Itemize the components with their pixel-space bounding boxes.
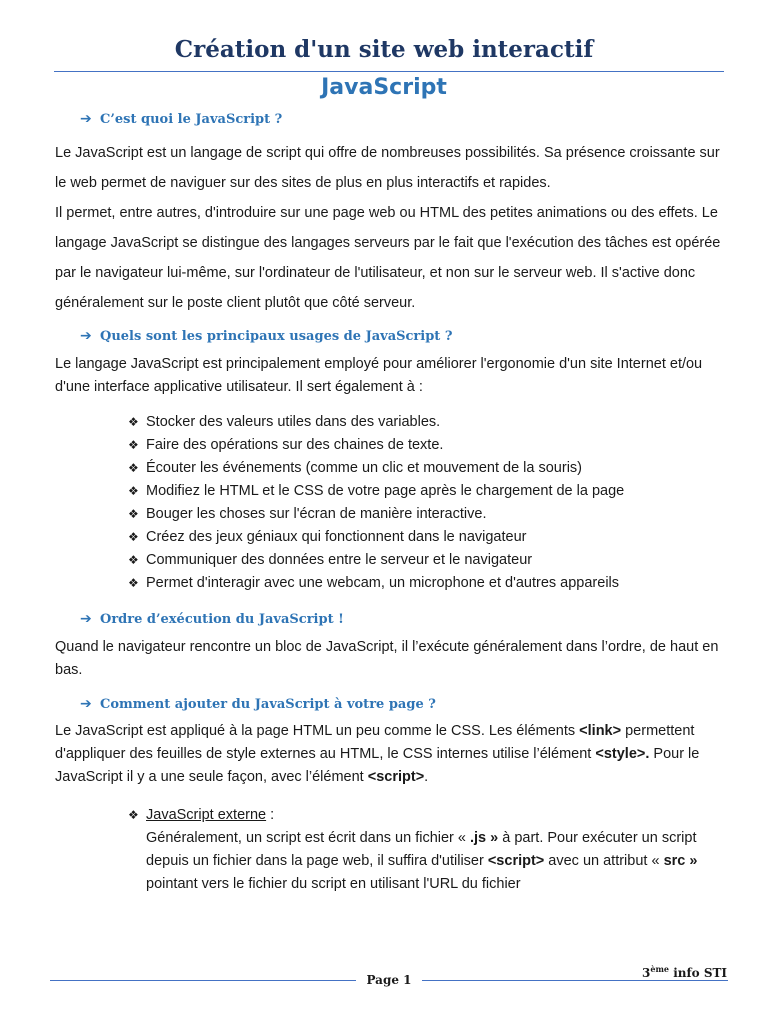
diamond-bullet-icon: ❖ <box>128 553 139 567</box>
diamond-bullet-icon: ❖ <box>128 484 139 498</box>
diamond-bullet-icon: ❖ <box>128 461 139 475</box>
diamond-bullet-icon: ❖ <box>128 415 139 429</box>
paragraph-text: Il permet, entre autres, d'introduire sur une page web ou HTML des petites animations ou des effets. Le langage JavaScript se distingue des langages serveurs par le fait que l'exécution des tâches est opérée par le navigateur lui-même, sur l'ordinateur de l'utilisateur, et non sur le serveur web. Il s'active donc généralement sur le poste client plutôt que côté serveur. <box>55 205 721 311</box>
diamond-bullet-icon: ❖ <box>128 530 139 544</box>
section-heading-usages <box>80 328 452 344</box>
list-item: ❖ Modifiez le HTML et le CSS de votre page après le chargement de la page <box>128 480 624 503</box>
list-item: ❖ Permet d'interagir avec une webcam, un microphone et d'autres appareils <box>128 572 624 595</box>
arrow-icon: ➔ <box>80 328 92 344</box>
list-item: ❖ Écouter les événements (comme un clic et mouvement de la souris) <box>128 457 624 480</box>
code-src-attr: src » <box>663 853 698 869</box>
section-paragraph: Le langage JavaScript est principalement employé pour améliorer l'ergonomie d'un site Internet et/ou d'une interface applicative utilisateur. Il sert également à : <box>55 356 703 395</box>
sub-heading: JavaScript externe <box>146 807 267 823</box>
arrow-icon: ➔ <box>80 696 92 712</box>
arrow-icon: ➔ <box>80 611 92 627</box>
section-paragraph <box>55 138 725 318</box>
section-heading-add-js <box>80 696 436 712</box>
section-paragraph: Quand le navigateur rencontre un bloc de JavaScript, il l’exécute généralement dans l’ordre, de haut en bas. <box>55 639 719 678</box>
section-heading-execution-order <box>80 611 344 627</box>
section-heading-text: C’est quoi le JavaScript ? <box>100 112 283 127</box>
section-heading-text: Comment ajouter du JavaScript à votre page ? <box>100 697 436 712</box>
arrow-icon: ➔ <box>80 111 92 127</box>
diamond-bullet-icon: ❖ <box>128 808 139 822</box>
diamond-bullet-icon: ❖ <box>128 576 139 590</box>
code-script-tag: <script> <box>367 769 425 785</box>
section-heading-what-is-js <box>80 111 282 127</box>
list-item: ❖ Faire des opérations sur des chaines de texte. <box>128 434 624 457</box>
page-number: Page 1 <box>366 973 412 987</box>
page-subtitle: JavaScript <box>321 75 447 100</box>
section-paragraph: Le JavaScript est appliqué à la page HTML un peu comme le CSS. Les éléments <link> permettent d'appliquer des feuilles de style externes au HTML, le CSS internes utilise l’élément <style>. Pour le JavaScript il y a une seule façon, avec l’élément <script>. <box>55 723 700 785</box>
list-item: ❖ Créez des jeux géniaux qui fonctionnent dans le navigateur <box>128 526 624 549</box>
footer-divider-left <box>50 980 356 981</box>
section-heading-text: Ordre d’exécution du JavaScript ! <box>100 612 344 627</box>
paragraph-text: Le JavaScript est un langage de script qui offre de nombreuses possibilités. Sa présence croissante sur le web permet de naviguer sur des sites de plus en plus interactifs et rapides. <box>55 145 720 191</box>
page-title: Création d'un site web interactif <box>174 36 594 63</box>
external-js-block: ❖ JavaScript externe : Généralement, un script est écrit dans un fichier « .js » à part. Pour exécuter un script depuis un fichier dans la page web, il suffira d'utiliser <script> avec un attribut « src » pointant vers le fichier du script en utilisant l'URL du fichier <box>128 804 728 896</box>
list-item: ❖ Bouger les choses sur l'écran de manière interactive. <box>128 503 624 526</box>
code-script-tag: <script> <box>487 853 545 869</box>
usage-list <box>128 411 624 595</box>
list-item: ❖ Stocker des valeurs utiles dans des variables. <box>128 411 624 434</box>
diamond-bullet-icon: ❖ <box>128 507 139 521</box>
section-heading-text: Quels sont les principaux usages de JavaScript ? <box>100 329 453 344</box>
footer-divider-right <box>422 980 728 981</box>
code-style-tag: <style>. <box>595 746 650 762</box>
title-divider <box>54 71 724 72</box>
diamond-bullet-icon: ❖ <box>128 438 139 452</box>
sub-paragraph: Généralement, un script est écrit dans un fichier « .js » à part. Pour exécuter un script depuis un fichier dans la page web, il suffira d'utiliser <script> avec un attribut « src » pointant vers le fichier du script en utilisant l'URL du fichier <box>146 830 698 892</box>
list-item: ❖ Communiquer des données entre le serveur et le navigateur <box>128 549 624 572</box>
code-js-ext: .js » <box>470 830 499 846</box>
code-link-tag: <link> <box>579 723 622 739</box>
class-label: 3ème info STI <box>642 964 728 980</box>
